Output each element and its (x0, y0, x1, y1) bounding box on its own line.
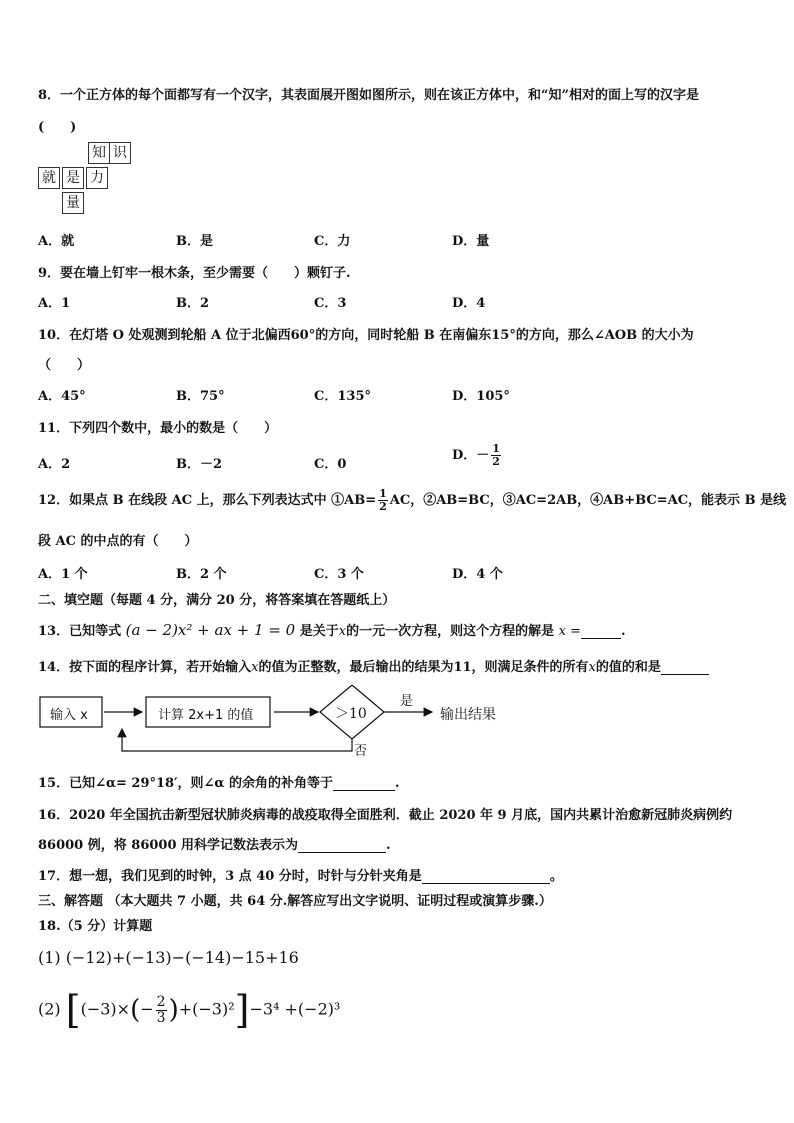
net-cell-shi: 识 (109, 142, 131, 164)
q18-left-paren: ( (130, 995, 141, 1025)
q18-expr-2-label: (2) (38, 999, 61, 1019)
net-cell-jiu: 就 (38, 167, 60, 189)
q13-text-b: 是关于 (299, 624, 339, 639)
q18-expr-2-b: +(−3)² (178, 999, 235, 1019)
q12-text-b: AC，②AB=BC，③AC=2AB，④AB+BC=AC，能表示 B 是线 (389, 493, 787, 508)
q12-fraction (378, 488, 388, 513)
q11-frac-num: 1 (492, 442, 500, 455)
net-cell-liang: 量 (62, 192, 84, 214)
q14-answer-blank (661, 662, 709, 675)
q12-line1 (38, 488, 786, 513)
q12-frac-num: 1 (379, 487, 387, 500)
section-2-heading: 二、填空题（每题 4 分，满分 20 分，将答案填在答题纸上） (38, 593, 396, 608)
q13-line (38, 620, 626, 639)
q11-option-c: C．0 (314, 457, 347, 472)
q16-answer-blank (298, 840, 386, 853)
q11-fraction (491, 443, 501, 468)
q8-option-b: B．是 (176, 234, 213, 249)
q13-formula: (a − 2)x² + ax + 1 = 0 (125, 621, 296, 639)
q14-text-a: 14．按下面的程序计算，若开始输入 (38, 660, 252, 675)
flow-yes-label: 是 (400, 694, 414, 709)
q14-line (38, 656, 709, 675)
q17-text: 17．想一想，我们见到的时钟，3 点 40 分时，时针与分针夹角是 (38, 869, 422, 884)
q15-answer-blank (333, 778, 395, 791)
flow-condition-label: ＞10 (335, 706, 367, 722)
q12-text-c: 段 AC 的中点的有（ ） (38, 534, 198, 549)
q18-right-paren: ) (168, 995, 179, 1025)
q11-option-d (452, 443, 503, 468)
q8-text: 8．一个正方体的每个面都写有一个汉字，其表面展开图如图所示，则在该正方体中，和“知”相对的面上写的汉字是 (38, 88, 700, 103)
q8-paren: ( ) (38, 120, 77, 135)
q15-text: 15．已知∠α= 29°18′，则∠α 的余角的补角等于 (38, 776, 333, 791)
q9-option-c: C．3 (314, 296, 347, 311)
q18-frac-num: 2 (156, 993, 166, 1010)
q10-option-d: D．105° (452, 389, 510, 404)
q13-answer-blank (581, 626, 621, 639)
q14-var-2: x (588, 660, 596, 675)
q13-end: . (621, 624, 626, 639)
q9-option-d: D．4 (452, 296, 486, 311)
q11-text: 11．下列四个数中，最小的数是（ ） (38, 421, 278, 436)
flow-compute-label: 计算 2x+1 的值 (158, 708, 254, 723)
q18-frac-sign: − (140, 999, 154, 1019)
q13-text-a: 13．已知等式 (38, 624, 122, 639)
q10-text: 10．在灯塔 O 处观测到轮船 A 位于北偏西60°的方向，同时轮船 B 在南偏东15°的方向，那么∠AOB 的大小为 (38, 328, 694, 343)
q15-end: . (394, 776, 400, 791)
q17-line (38, 865, 563, 884)
q8-option-c: C．力 (314, 234, 351, 249)
q12-text-a: 12．如果点 B 在线段 AC 上，那么下列表达式中 ①AB= (38, 493, 377, 508)
section-3-heading: 三、解答题 （本大题共 7 小题，共 64 分.解答应写出文字说明、证明过程或演算步骤.） (38, 894, 552, 909)
q12-option-b: B．2 个 (176, 567, 227, 582)
q10-option-c: C．135° (314, 389, 371, 404)
q9-option-b: B．2 (176, 296, 210, 311)
q16-line1: 16．2020 年全国抗击新型冠状肺炎病毒的战疫取得全面胜利．截止 2020 年 9 月底，国内共累计治愈新冠肺炎病例约 (38, 808, 733, 823)
q10-paren: （ ） (38, 358, 91, 373)
q16-end: . (386, 838, 391, 853)
q16-line2: 86000 例，将 86000 用科学记数法表示为 (38, 838, 299, 853)
q16-line2-wrap (38, 834, 391, 853)
flow-output-label: 输出结果 (440, 707, 496, 723)
q18-right-bracket: ] (234, 988, 250, 1032)
net-cell-li: 力 (86, 167, 108, 189)
q9-option-a: A．1 (38, 296, 71, 311)
q17-end: 。 (549, 869, 563, 884)
q13-text-c: 的一元一次方程，则这个方程的解是 (346, 624, 555, 639)
q12-frac-den: 2 (379, 500, 387, 513)
q18-title: 18.（5 分）计算题 (38, 919, 153, 934)
q13-var: x (338, 624, 347, 639)
flow-no-label: 否 (354, 744, 368, 759)
q10-option-a: A．45° (38, 389, 86, 404)
flow-input-label: 输入 x (50, 708, 88, 723)
q14-var: x (251, 660, 259, 675)
q18-left-bracket: [ (65, 988, 81, 1032)
q10-option-b: B．75° (176, 389, 225, 404)
q11-option-b: B．－2 (176, 457, 223, 472)
cube-net-figure (38, 142, 138, 216)
net-cell-zhi: 知 (88, 142, 110, 164)
q11-frac-den: 2 (492, 455, 500, 468)
q18-expr-2-a: (−3)× (80, 999, 131, 1019)
q17-answer-blank (422, 871, 550, 884)
q11-option-d-label: D．－ (452, 448, 490, 463)
q14-text-c: 的值的和是 (595, 660, 661, 675)
q13-answer-prefix: x = (558, 624, 581, 639)
q18-expr-1: (1) (−12)+(−13)−(−14)−15+16 (38, 948, 299, 967)
q15-line (38, 772, 399, 791)
q12-option-a: A．1 个 (38, 567, 88, 582)
q8-option-d: D．量 (452, 234, 490, 249)
q9-text: 9．要在墙上钉牢一根木条，至少需要（ ）颗钉子. (38, 266, 351, 281)
q18-expr-2 (38, 988, 340, 1032)
q18-expr-2-c: −3⁴ +(−2)³ (249, 999, 341, 1019)
q11-option-a: A．2 (38, 457, 71, 472)
q12-option-d: D．4 个 (452, 567, 503, 582)
q18-frac-den: 3 (156, 1009, 166, 1026)
flow-loop-back-arrow (122, 729, 352, 751)
q12-option-c: C．3 个 (314, 567, 364, 582)
net-cell-shi2: 是 (62, 167, 84, 189)
q18-fraction (156, 995, 167, 1026)
q8-option-a: A．就 (38, 234, 75, 249)
q14-text-b: 的值为正整数，最后输出的结果为11，则满足条件的所有 (258, 660, 589, 675)
